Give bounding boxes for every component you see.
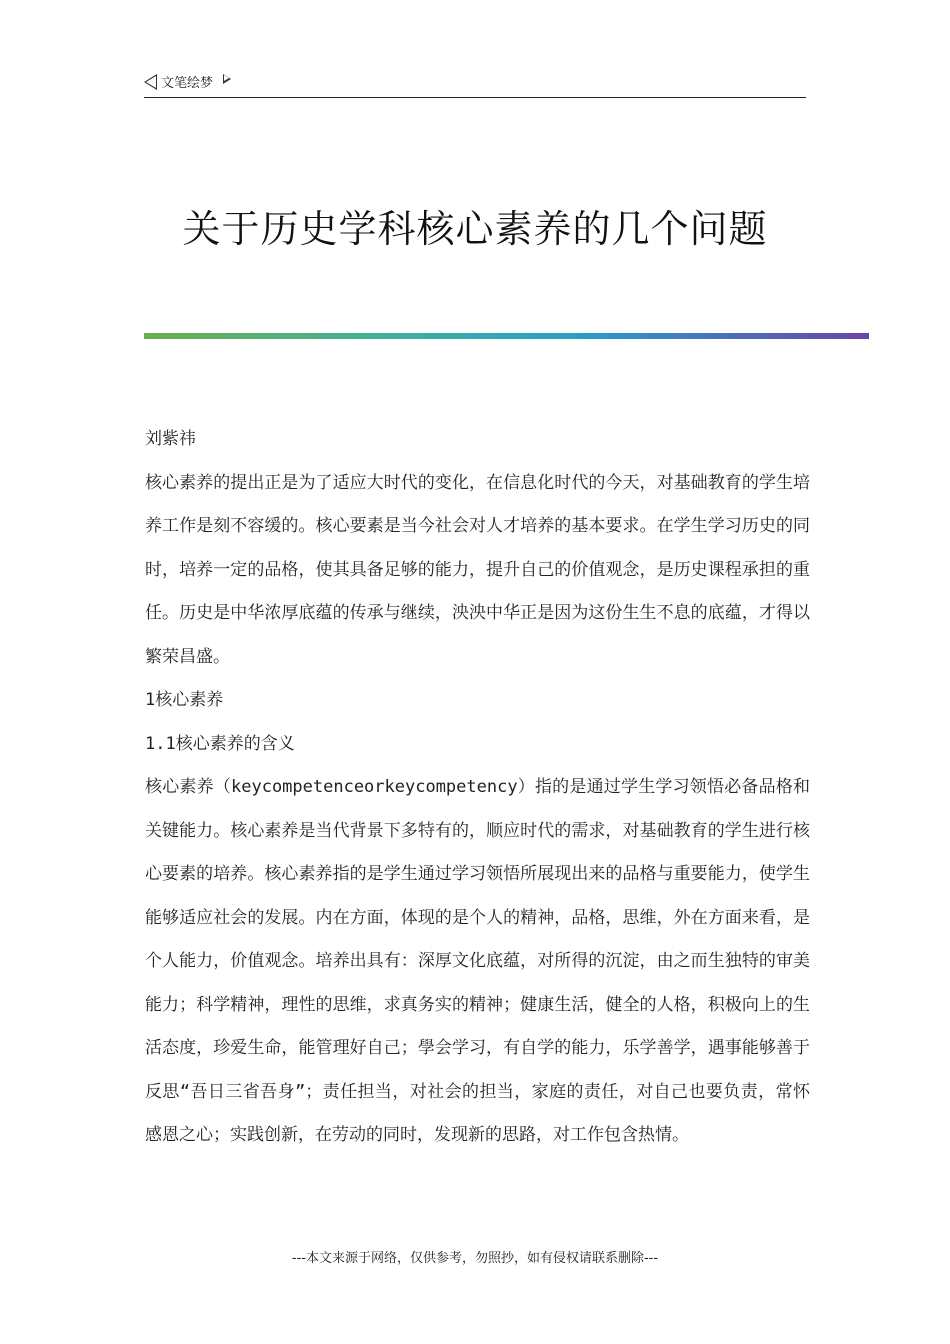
document-title: 关于历史学科核心素养的几个问题 xyxy=(182,207,768,251)
gradient-divider xyxy=(144,333,869,339)
document-body xyxy=(145,418,810,1158)
intro-paragraph: 核心素养的提出正是为了适应大时代的变化，在信息化时代的今天，对基础教育的学生培养工作是刻不容缓的。核心要素是当今社会对人才培养的基本要求。在学生学习历史的同时，培养一定的品格，使其具备足够的能力，提升自己的价值观念，是历史课程承担的重任。历史是中华浓厚底蕴的传承与继续，泱泱中华正是因为这份生生不息的底蕴，才得以繁荣昌盛。 xyxy=(145,472,810,667)
subsection-heading: 1.1核心素养的含义 xyxy=(145,733,295,754)
brand-name: 文笔绘梦 xyxy=(161,76,214,91)
footer-disclaimer: ---本文来源于网络，仅供参考，勿照抄，如有侵权请联系删除--- xyxy=(291,1251,659,1266)
right-triangle-icon xyxy=(223,74,231,84)
author-name: 刘紫祎 xyxy=(145,429,196,449)
subsection-paragraph: 核心素养（keycompetenceorkeycompetency）指的是通过学生学习领悟必备品格和关键能力。核心素养是当代背景下多特有的，顺应时代的需求，对基础教育的学生进行核心要素的培养。核心素养指的是学生通过学习领悟所展现出来的品格与重要能力，使学生能够适应社会的发展。内在方面，体现的是个人的精神，品格，思维，外在方面来看，是个人能力，价值观念。培养出具有：深厚文化底蕴，对所得的沉淀，由之而生独特的审美能力；科学精神，理性的思维，求真务实的精神；健康生活，健全的人格，积极向上的生活态度，珍爱生命，能管理好自己；學会学习，有自学的能力，乐学善学，遇事能够善于反思“吾日三省吾身”；责任担当，对社会的担当，家庭的责任，对自己也要负责，常怀感恩之心；实践创新，在劳动的同时，发现新的思路，对工作包含热情。 xyxy=(145,777,810,1145)
section-heading: 1核心素养 xyxy=(145,690,224,710)
header-divider xyxy=(144,97,806,98)
header-brand xyxy=(144,72,231,91)
left-triangle-icon xyxy=(144,74,157,90)
